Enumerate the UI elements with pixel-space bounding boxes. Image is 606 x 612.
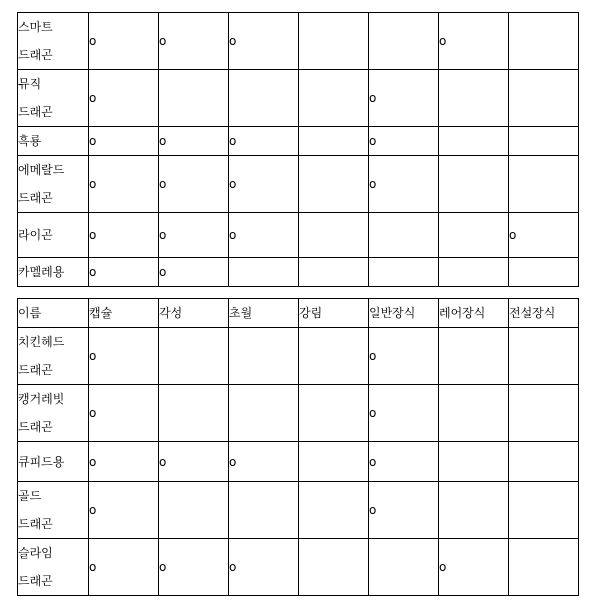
value-cell: o <box>89 385 159 442</box>
dragon-name-line: 드래곤 <box>18 363 53 377</box>
value-cell <box>299 385 369 442</box>
value-cell <box>299 539 369 596</box>
value-cell <box>439 70 509 127</box>
value-cell <box>369 213 439 258</box>
value-cell <box>509 442 579 482</box>
value-cell <box>229 385 299 442</box>
value-cell <box>299 70 369 127</box>
value-cell: o <box>89 442 159 482</box>
value-cell: o <box>229 539 299 596</box>
dragon-name-line: 드래곤 <box>18 420 53 434</box>
value-cell <box>369 258 439 287</box>
value-cell: o <box>369 70 439 127</box>
dragon-name-line: 흑룡 <box>18 134 42 148</box>
value-cell <box>369 539 439 596</box>
table-row <box>18 70 579 127</box>
table-row <box>18 127 579 156</box>
table-row <box>18 213 579 258</box>
value-cell <box>159 385 229 442</box>
value-cell <box>299 482 369 539</box>
dragon-name-line: 골드 <box>18 489 42 503</box>
dragon-name-line: 카멜레용 <box>18 265 65 279</box>
dragon-name-cell <box>18 213 89 258</box>
dragon-name-cell <box>18 13 89 70</box>
value-cell <box>509 258 579 287</box>
value-cell <box>229 482 299 539</box>
value-cell: o <box>89 13 159 70</box>
value-cell: o <box>229 156 299 213</box>
header-row <box>18 299 579 328</box>
value-cell: o <box>369 127 439 156</box>
value-cell <box>299 13 369 70</box>
value-cell: o <box>369 442 439 482</box>
dragon-name-line: 드래곤 <box>18 574 53 588</box>
value-cell <box>159 328 229 385</box>
dragon-name-cell <box>18 385 89 442</box>
column-header: 전설장식 <box>509 299 579 328</box>
value-cell <box>299 213 369 258</box>
value-cell <box>299 442 369 482</box>
value-cell <box>439 482 509 539</box>
value-cell: o <box>159 258 229 287</box>
value-cell: o <box>159 127 229 156</box>
value-cell <box>509 539 579 596</box>
dragon-name-line: 캥거레빗 <box>18 392 65 406</box>
dragon-name-line: 드래곤 <box>18 105 53 119</box>
table-row <box>18 258 579 287</box>
table-row <box>18 385 579 442</box>
value-cell: o <box>159 442 229 482</box>
value-cell <box>229 258 299 287</box>
value-cell <box>439 213 509 258</box>
value-cell <box>509 385 579 442</box>
value-cell: o <box>89 127 159 156</box>
dragon-name-cell <box>18 70 89 127</box>
value-cell <box>509 70 579 127</box>
value-cell: o <box>369 328 439 385</box>
dragon-name-cell <box>18 442 89 482</box>
dragon-name-line: 뮤직 <box>18 77 42 91</box>
value-cell <box>159 482 229 539</box>
value-cell: o <box>89 482 159 539</box>
dragon-name-line: 슬라임 <box>18 546 53 560</box>
value-cell: o <box>229 127 299 156</box>
value-cell: o <box>89 213 159 258</box>
value-cell: o <box>89 70 159 127</box>
value-cell <box>509 127 579 156</box>
collection-table-1 <box>17 12 579 287</box>
value-cell <box>229 328 299 385</box>
dragon-name-cell <box>18 127 89 156</box>
value-cell <box>299 127 369 156</box>
table-row <box>18 482 579 539</box>
dragon-name-line: 큐피드용 <box>18 454 65 469</box>
value-cell: o <box>229 442 299 482</box>
value-cell <box>299 328 369 385</box>
value-cell: o <box>89 539 159 596</box>
value-cell <box>439 127 509 156</box>
value-cell <box>369 13 439 70</box>
value-cell: o <box>369 156 439 213</box>
value-cell: o <box>159 156 229 213</box>
value-cell <box>509 13 579 70</box>
dragon-name-line: 드래곤 <box>18 191 53 205</box>
table-row <box>18 539 579 596</box>
value-cell <box>439 385 509 442</box>
column-header: 각성 <box>159 299 229 328</box>
dragon-name-cell <box>18 328 89 385</box>
dragon-name-cell <box>18 258 89 287</box>
value-cell <box>439 328 509 385</box>
value-cell <box>439 258 509 287</box>
value-cell: o <box>509 213 579 258</box>
value-cell: o <box>159 539 229 596</box>
value-cell <box>299 156 369 213</box>
column-header: 이름 <box>18 299 89 328</box>
column-header: 강림 <box>299 299 369 328</box>
dragon-name-cell <box>18 539 89 596</box>
value-cell <box>299 258 369 287</box>
table-row <box>18 328 579 385</box>
value-cell: o <box>229 213 299 258</box>
value-cell: o <box>439 539 509 596</box>
value-cell: o <box>439 13 509 70</box>
value-cell: o <box>369 385 439 442</box>
value-cell <box>439 442 509 482</box>
table-row <box>18 442 579 482</box>
value-cell <box>229 70 299 127</box>
dragon-name-cell <box>18 156 89 213</box>
dragon-name-line: 치킨헤드 <box>18 335 65 349</box>
column-header: 일반장식 <box>369 299 439 328</box>
value-cell <box>509 156 579 213</box>
value-cell <box>439 156 509 213</box>
value-cell: o <box>89 156 159 213</box>
column-header: 레어장식 <box>439 299 509 328</box>
dragon-name-line: 에메랄드 <box>18 163 65 177</box>
value-cell: o <box>89 258 159 287</box>
column-header: 초월 <box>229 299 299 328</box>
dragon-name-cell <box>18 482 89 539</box>
value-cell: o <box>159 13 229 70</box>
dragon-name-line: 드래곤 <box>18 48 53 62</box>
value-cell: o <box>159 213 229 258</box>
value-cell <box>509 328 579 385</box>
table-row <box>18 156 579 213</box>
value-cell: o <box>89 328 159 385</box>
value-cell: o <box>229 13 299 70</box>
value-cell <box>509 482 579 539</box>
collection-table-2 <box>17 298 579 596</box>
table-row <box>18 13 579 70</box>
value-cell <box>159 70 229 127</box>
value-cell: o <box>369 482 439 539</box>
dragon-name-line: 스마트 <box>18 20 53 34</box>
column-header: 캡슐 <box>89 299 159 328</box>
dragon-name-line: 라이곤 <box>18 228 53 242</box>
dragon-name-line: 드래곤 <box>18 517 53 531</box>
